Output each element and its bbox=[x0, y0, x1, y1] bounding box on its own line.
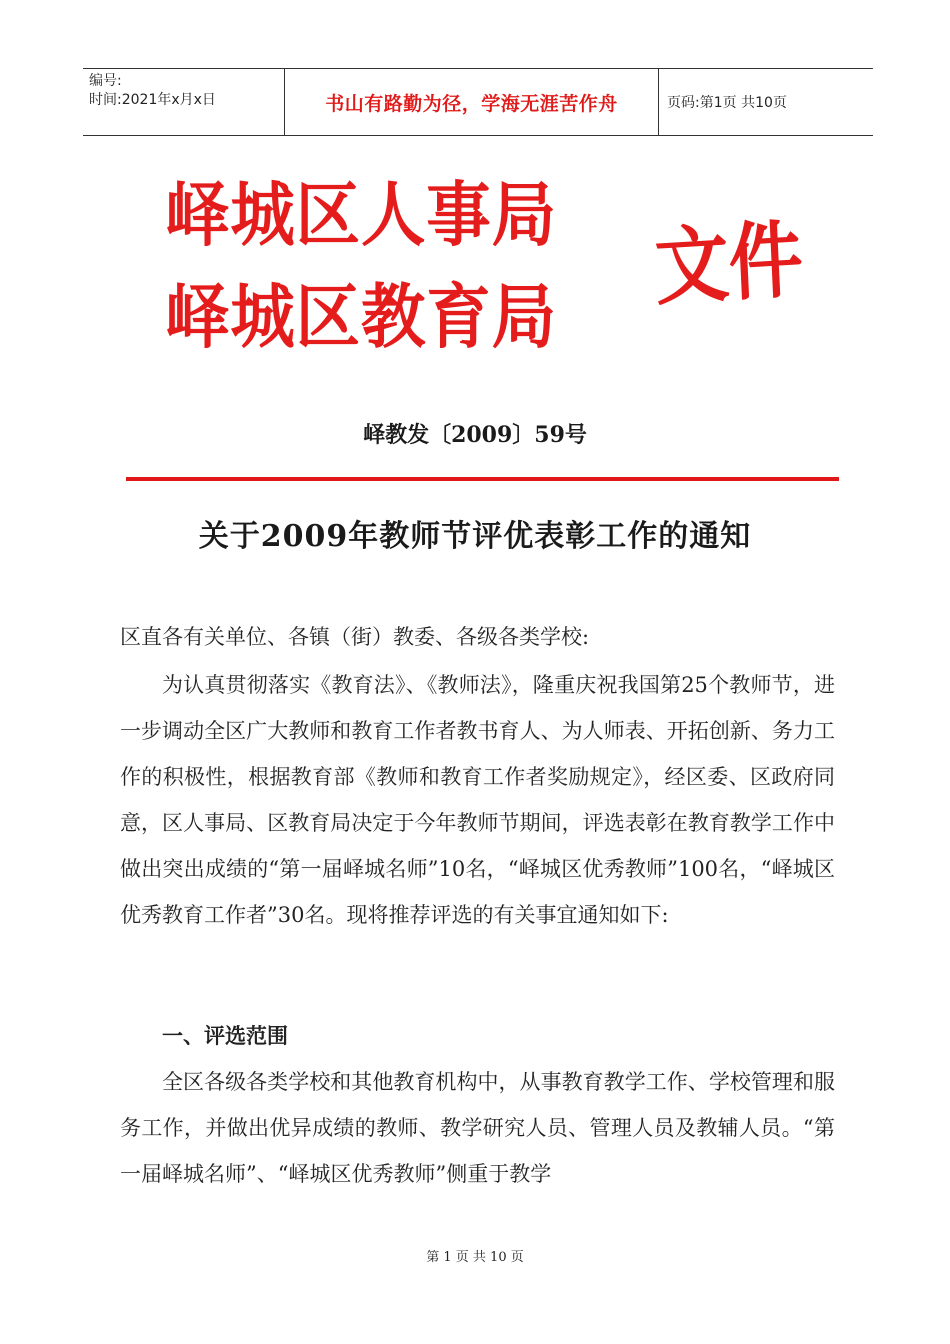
header-page-info: 页码:第1页 共10页 bbox=[667, 95, 787, 111]
section-heading-text: 一、评选范围 bbox=[162, 1024, 288, 1048]
salutation: 区直各有关单位、各镇（街）教委、各级各类学校: bbox=[120, 625, 590, 649]
document-number: 峄教发〔2009〕59号 bbox=[363, 422, 587, 448]
letterhead-suffix: 文件 bbox=[652, 210, 805, 317]
document-header-table bbox=[83, 68, 873, 136]
time-label: 时间:2021年x月x日 bbox=[89, 92, 216, 108]
section-heading-scope bbox=[120, 1013, 835, 1059]
document-title: 关于2009年教师节评优表彰工作的通知 bbox=[198, 519, 752, 554]
red-divider-line bbox=[126, 477, 839, 481]
paragraph-intro: 为认真贯彻落实《教育法》、《教师法》，隆重庆祝我国第25个教师节，进一步调动全区广大教师和教育工作者教书育人、为人师表、开拓创新、务力工作的积极性，根据教育部《教师和教育工作者奖励规定》，经区委、区政府同意，区人事局、区教育局决定于今年教师节期间，评选表彰在教育教学工作中做出突出成绩的“第一届峄城名师”10名，“峄城区优秀教师”100名，“峄城区优秀教育工作者”30名。现将推荐评选的有关事宜通知如下: bbox=[120, 673, 835, 927]
header-meta-cell bbox=[83, 69, 285, 135]
letterhead-org-personnel: 峄城区人事局 bbox=[165, 174, 557, 256]
page-footer: 第 1 页 共 10 页 bbox=[426, 1250, 524, 1265]
letterhead-org-education: 峄城区教育局 bbox=[165, 276, 557, 358]
paragraph-scope: 全区各级各类学校和其他教育机构中，从事教育教学工作、学校管理和服务工作，并做出优异成绩的教师、教学研究人员、管理人员及教辅人员。“第一届峄城名师”、“峄城区优秀教师”侧重于教学 bbox=[120, 1070, 835, 1186]
number-label: 编号: bbox=[89, 73, 122, 89]
header-motto: 书山有路勤为径，学海无涯苦作舟 bbox=[285, 69, 659, 135]
